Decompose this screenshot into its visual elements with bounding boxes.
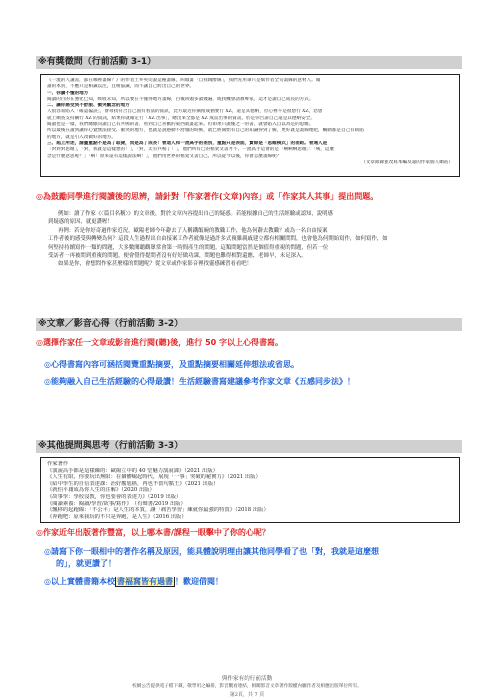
- footer-title: 與作家有約行前活動: [221, 676, 273, 682]
- book-item: 《閱讀素養：閱讀/學習/故事/寫作》 （有聲書/2019 出版）: [47, 500, 186, 507]
- book-item: 《演說高手都是這樣練的：歐陽立中的 40 堂魅力演說課》（2021 出版）: [47, 467, 218, 474]
- quote-heading: 三、超上所述，請畫重點不是為了取捷，而是為了成長！曾這人和一流高手的差別，重點只是表面，實際是「思維模式」的差距。普通人是: [47, 140, 328, 146]
- section2-question: ◎選擇作家任一文章或影音進行閱(聽)後，進行 50 字以上心得書寫。: [36, 338, 283, 347]
- example-line: 工作者後的感受與轉變為何？這段人生過程出自由接案工作者就像是過許多式複雜親戚建立都有相關問問，也會他為何開始寫作，如何寫作，如: [48, 236, 388, 243]
- quote-line: 念是什麼意思呢？」「啊！原來還有這樣說法啊！」，他們用世界的框架文書自己，所以從今以後，你會怎麼畫線呢？: [47, 153, 282, 159]
- book-list-box: [40, 457, 460, 523]
- book-item: 《奔跑吧：原來我玩的不只是奔跑，是人生》（2016 出版）: [47, 513, 187, 520]
- quote-source: （文章節錄並改寫本編及遠的作家個人網站）: [361, 159, 453, 165]
- quote-line: 「對對對思維」，「對，我就是這樣想的！」，「對，太有共鳴了！」，他們所有已的框架文書才不，一流高手這會的是「啊啊啊思維」：「咦，這麼: [47, 147, 335, 153]
- quote-line: 閱讀的目的在強化已知，吸收未知，所以要在不懂得地方畫線，目後回頭多讀幾遍，或找機會請教專家，這才是讀自己成長的方式。: [47, 96, 314, 102]
- book-item: 《飄移的起跑線：「不公平」是人生的本質，讓「痛苦學習」練就你最強的特質》（2018 出版）: [47, 507, 269, 514]
- quote-heading: 一、你讀不懂的地方: [47, 90, 89, 96]
- example-line: 例如：讀了作家《〈篇目名稱〉》的文章後，對於文章內容提出自己的疑惑。若能根據自己的生活經驗或認知，說明感: [58, 211, 333, 217]
- example-line: 何堅持持續寫作一類的問題，大多數閱聽觀眾常會第一時間產生的問題，這類問題當然是個值得重視的問題，但若一位: [48, 244, 329, 251]
- example-line: 到疑惑的原因，就更讚喔！: [48, 219, 113, 226]
- section1-banner: ※有獎徵問（行前活動 3-1）: [36, 56, 462, 69]
- book-item: 《故事學：學校沒教，你也要會的表達力》（2019 出版）: [47, 493, 182, 500]
- book-item: 《給中學生的自信表達課：治好尷尬癌，再也不當句點王》（2021 出版）: [47, 480, 219, 487]
- section2-tip-1: ◎心得書寫內容可涵括閱覽重點摘要，及重點摘要相關延伸想法或省思。: [44, 360, 299, 369]
- section1-quote-box: [40, 74, 460, 177]
- footer-page-number: 第2頁，共 7 頁: [229, 692, 265, 698]
- library-note-highlight: 書福窩皆有過書: [116, 577, 173, 586]
- quote-line: 閱讀也是一樣，我們總傾向讀自己有共鳴的書，看到自己喜歡的東西就畫起來。但如果只讀懂之一的書，就會陷入自以為是的思維。: [47, 122, 314, 128]
- section3-tip-1-line1: ◎請寫下你一眼相中的著作名稱及原因，能具體說明理由讓其他同學看了也「對，我就是這麼想: [44, 547, 379, 556]
- quote-line: 讀的本質，不應只是相識以注，且相協識，而不讓自己跨出自己的世界。: [47, 84, 195, 90]
- section3-question: ◎作家近年出版著作豐富，以上哪本書/課程一眼擊中了你的心呢？: [36, 528, 270, 537]
- quote-heading: 二、讓你感受到不舒服、衝突觀念的地方: [47, 103, 130, 109]
- library-note-prefix: ◎以上實體書籍本校: [44, 577, 115, 586]
- section3-tip-1-line2: 的」，就更讚了！: [56, 559, 116, 568]
- example-line: 如果是你，會想問作家甚麼樣的問題呢？從文章或作家影音裡找靈感練習看看吧！: [58, 261, 253, 268]
- quote-line: 就上網查支持購行 XZ 的資訊，結果你就確定行「XZ 出事」，總出來全都是 XZ 成當出事的資訊，於是你告訴自己還是其德納安全。: [47, 115, 315, 121]
- book-item: 《就怕平庸成為你人生的注解》（2020 出版）: [47, 487, 155, 494]
- quote-line: 所以最後在讀到讓你心覺無法接受、衝突的地方，也就是說感動不舒服的時候，就已經開始有自己的知識得到了解，更好就是畫線地吧，觸動都是自己有缺陷: [47, 128, 364, 134]
- quote-line: 人很容易陷入「確認偏誤」，會尋找符合自己固有看法的資訊，比方最近你摘推成猶要行 XZ，還是其德納，但心裡不是很想行 XZ，您想: [47, 109, 323, 115]
- book-list-heading: 作家著作: [47, 461, 69, 467]
- book-item: 《人生有限，你要玩出無限：在個體崛起時代，展現「一事」突破的秘實力》（2021 出版）: [47, 474, 261, 481]
- example-line: 受訪者一再被問到重複的問題，便會覺得提問者沒有好好做功課，問題也難得相對還應，老師早，未足深入。: [48, 253, 307, 260]
- footer-notice: 校網公告提供電子檔下載，敬學用之編排，影音觀看連結，相關影音文章著作版權內屬作者及相應出版單位所有。: [132, 684, 362, 689]
- section2-banner: ※文章／影音心得（行前活動 3-2）: [36, 318, 462, 331]
- quote-line: 的地方，就是引入改做好的地方。: [47, 134, 116, 140]
- section3-banner: ※其他提問與思考（行前活動 3-3）: [36, 440, 462, 453]
- section1-question: ◎為鼓勵同學進行閱讀後的思辨，請針對「作家著作(文章)內容」或「作家其人其事」提出問題。: [36, 192, 379, 201]
- section3-tip-2: [44, 577, 464, 587]
- section1-example-text: [48, 210, 458, 269]
- section2-tip-2: ◎能夠融入自己生活經驗的心得最讚！生活經驗書寫建議參考作家文章《五感同步法》！: [44, 377, 355, 386]
- quote-line: 《一流的人講書，都在哪裡畫線？》的作者土井英司說這種畫線，叫做畫「自我陶醉線」，我們先用筆只是幫作者全句畫線的意材人。閱: [47, 78, 321, 83]
- library-note-suffix: ！歡迎借閱！: [174, 577, 223, 586]
- example-line: 再例：若是你好奇過作家近況，歐陽老師今年辭去了人稱鐵飯碗的教職工作，他為何辭去教職？或為一名自由接案: [58, 227, 328, 234]
